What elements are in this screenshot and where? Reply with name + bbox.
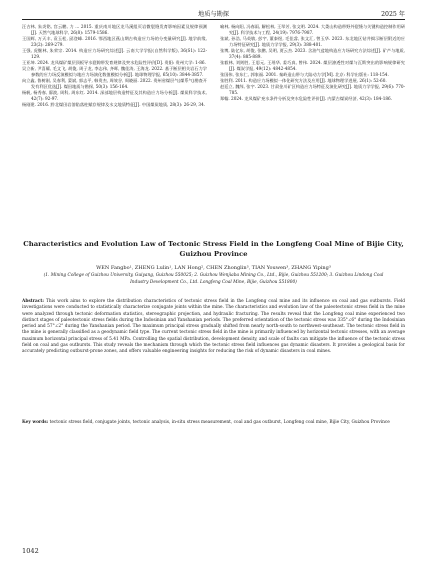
journal-name: 地质与勘探 (198, 11, 229, 18)
reference-entry: 杨刚建. 2016. 黔北煤田岩溶陷落柱赋存规律及水文地质特征[J]. 中国煤炭地质, 28(3): 26-29, 34. (22, 102, 206, 107)
reference-entry: 向立鑫, 鲁树刚, 吴春利, 蒙斌, 郭志平, 韩贵杰, 周效谷, 周晓丽. 2022. 贵州省煤层气(煤系气)勘查开发有利区优选[J]. 煤田地质与勘探, 50(3): 156-164. (22, 78, 207, 89)
reference-entry: 喻林, 杨向阳, 冯春雨, 解松林, 王翠芳, 张文明. 2024. 大娄山构造带野外裂缝与关键构造控制作用研究[J]. 科学技术与工程, 24(19): 7976-7987. (220, 24, 405, 35)
abstract-block (22, 299, 405, 356)
reference-entry: 张斌, 孙浩, 马英敏, 彭宇, 董泰煜, 毛佳睿, 张文汇, 曾玉华. 2023. 东北地区钻井揭示断层附近的应力场特征研究[J]. 地质力学学报, 29(3): 388-401. (220, 36, 405, 47)
header-rule (22, 19, 405, 20)
reference-entry: 赵廷立, 魏纬, 张宇. 2023. 甘肃金川矿区构造应力场特征及演化研究[J]. 地质力学学报, 29(6): 770-785. (220, 84, 405, 95)
reference-entry: 王国辉, 万天丰, 袁玉松, 邱登峰. 2016. 鄂西地区燕山期古构造应力场的分变量研究[J]. 地学前缘, 23(2): 269-279. (22, 36, 207, 47)
abstract-text: This work aims to explore the distribution characteristics of tectonic stress field in the Longfeng coal mine and its influence on coal and gas outbursts. Field investigations were conducted to statistically characterize conjugate joints within the mine. The characteristics and evolution law of the paleotectonic stress field in the mine were analyzed through tectonic deformation statistics, stereographic projection, and hydraulic fracturing. The results reveal that the Longfeng coal mine experienced two distinct stages of paleotectonic stress fields during the Indosinian and Yanshanian periods. The preferred orientation of the tectonic stress was 335°∠6° during the Indosinian period and 57°∠2° during the Yanshanian period. The maximum principal stress gradually shifted from nearly north-south to northwest-southeast. The tectonic stress field in the mine is generally classified as a geodynamic field type. The current tectonic stress field in the mine is primarily influenced by horizontal tectonic stresses, with an average maximum horizontal principal stress of 5.41 MPa. Controlling the spatial distribution, development density, and scale of faults can mitigate the influence of the tectonic stress field on coal and gas outbursts. This study reveals the mechanism through which the tectonic stress field influences gas dynamic disasters. It provides a geological basis for accurately predicting outburst-prone zones, and offers valuable engineering insights for reducing the risk of dynamic disasters in coal mines. (22, 299, 405, 355)
reference-entry: 王亚坤. 2024. 龙凤煤矿煤层顶板导水裂隙带发育规律及突水危险性评价[D]. 贵阳: 贵州大学: 1-86. (22, 60, 206, 65)
reference-entry: 杨帆, 杨秀春, 廖波, 周科, 周东红. 2014. 深部地层构造特征及其构造应力场分析[J]. 煤炭科学技术, 42(7): 92-97. (22, 90, 207, 101)
english-title: Characteristics and Evolution Law of Tectonic Stress Field in the Longfeng Coal Mine of Bijie City, Guizhou Province (23, 240, 404, 258)
references-left-column (22, 24, 207, 108)
reference-entry: 张胜利. 2011. 构造应力场模拟一体化研究方法及应用[J]. 地球物理学进展, 26(1): 52-60. (220, 78, 387, 83)
page-number: 1042 (22, 547, 39, 555)
reference-entry: 郑翰. 2024. 龙凤煤矿充水条件分析及突水危险性评价[J]. 内蒙古煤炭经济, 42(3): 184-186. (220, 96, 393, 101)
references-right-column (220, 24, 405, 102)
reference-entry: 汪吉林, 朱炎铭, 宫云鹏, 力 … 2015. 重庆南川地区龙马溪组页岩微裂缝发育影响因素及规律预测[J]. 天然气地球科学, 26(8): 1579-1586. (22, 24, 207, 35)
author-list: WEN Fangbo¹, ZHENG Lulin¹, LAN Hong², CHEN Zhonglin³, TIAN Youwen³, ZHANG Yiping³ (96, 265, 331, 271)
keywords-label: Key words: (22, 420, 49, 425)
affiliations: (1. Mining College of Guizhou University, Guiyang, Guizhou 550025; 2. Guizhou Wenjiaba Mining Co., Ltd., Bijie, Guizhou 551200; 3. Guizhou Lindong Coal Industry Development Co., Ltd. Longfeng Coal Mine, Bijie, Guizhou 551800) (43, 273, 384, 285)
reference-entry: 王强, 虎继林, 朱荣宗. 2014. 构造应力场研究综述[J]. 云南大学学报(自然科学版), 36(S1): 122-129. (22, 48, 207, 59)
abstract-label: Abstract: (22, 299, 44, 304)
reference-entry: 吴立新, 尹喜耀, 毛文飞, 胡俊, 周子龙, 李志伟, 齐晖, 魏佳涛, 王海龙. 2022. 基于断层相关岩石力学参数的应力场反演模拟与地应力场演化数值模拟分析[J]. 地球物理学报, 65(10): 3844-3857. (22, 66, 207, 77)
reference-entry: 张毅林, 刘则胜, 王思元, 王瑶华, 姜巧真, 曾伟. 2024. 煤层渗透性对煤与瓦斯突出的影响规律研究[J]. 煤炭学报, 49(12): 4842-4854. (220, 60, 405, 71)
reference-entry: 张国伟, 张东仁, 郭家福. 2001. 秦岭造山带与大陆动力学[M]. 北京: 科学出版社: 118-154. (220, 72, 389, 77)
keywords-block (22, 420, 405, 426)
journal-year: 2025 年 (381, 11, 405, 18)
keywords-text: tectonic stress field, conjugate joints, tectonic analysis, in-situ stress measurement, coal and gas outburst, Longfeng coal mine, Bijie City, Guizhou Province (49, 420, 390, 425)
reference-entry: 张博, 陆亿东, 胡俊, 张鹏, 吴明, 贾云杰. 2023. 含油气盆地构造应力场研究方法综述[J]. 矿产与地质, 37(4): 885-889. (220, 48, 405, 59)
